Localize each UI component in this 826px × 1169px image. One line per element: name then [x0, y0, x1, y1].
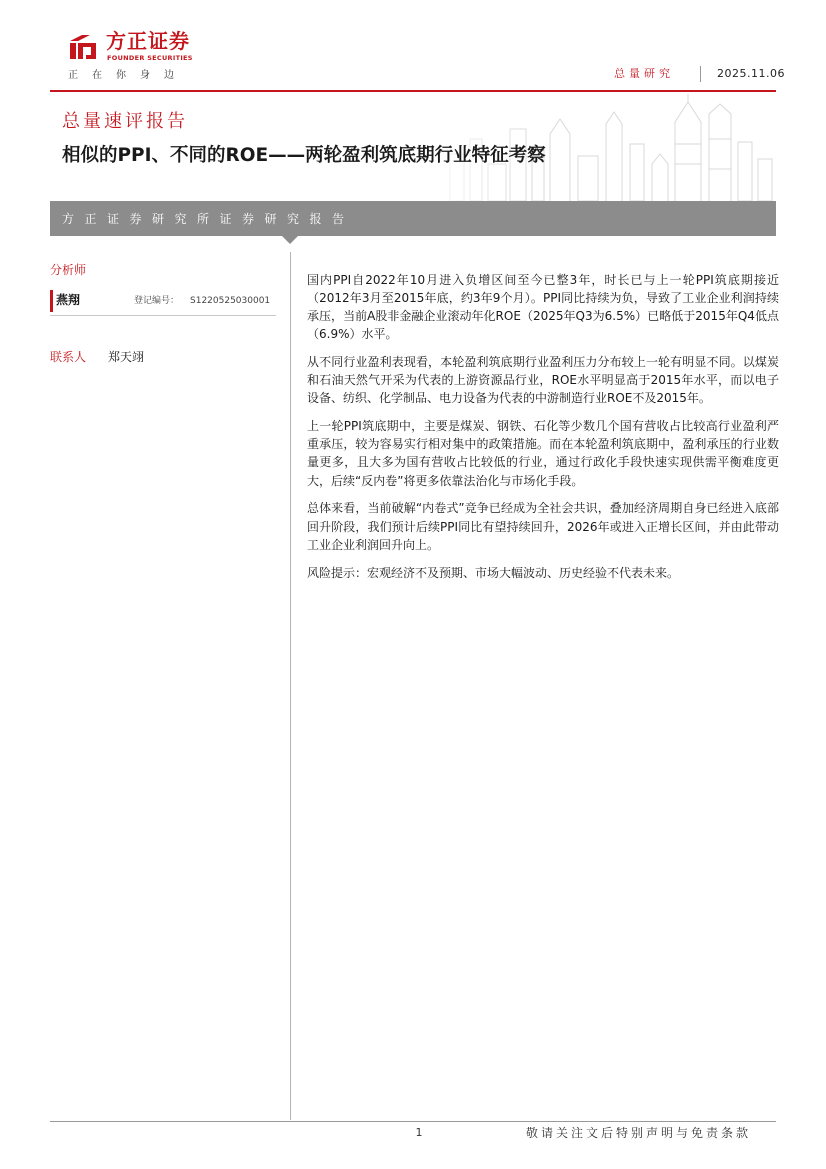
logo-english-name: FOUNDER SECURITIES: [107, 54, 193, 62]
column-divider: [290, 252, 291, 1120]
header-divider: [700, 66, 701, 82]
analyst-name: 燕翔: [56, 293, 81, 307]
analyst-divider: [50, 315, 276, 316]
report-title: 相似的PPI、不同的ROE——两轮盈利筑底期行业特征考察: [62, 145, 546, 166]
analyst-heading: 分析师: [50, 263, 87, 277]
summary-paragraph: 国内PPI自2022年10月进入负增区间至今已整3年，时长已与上一轮PPI筑底期接近（2012年3月至2015年底，约3年9个月）。PPI同比持续为负，导致了工业企业利润持续承压，当前A股非金融企业滚动年化ROE（2025年Q3为6.5%）已略低于2015年Q4低点（6.9%）水平。: [307, 273, 779, 342]
page-number: 1: [415, 1126, 423, 1139]
contact-name: 郑天翊: [108, 350, 145, 364]
report-type-label: 总量速评报告: [62, 111, 188, 132]
banner-notch: [282, 236, 298, 244]
registration-label: 登记编号：: [134, 296, 180, 306]
registration-number: S1220525030001: [190, 296, 271, 306]
report-summary: [307, 271, 779, 591]
report-date: 2025.11.06: [717, 67, 785, 80]
header-rule: [50, 90, 776, 92]
company-slogan: 正在你身边: [68, 70, 188, 81]
report-category: 总量研究: [614, 67, 674, 80]
contact-label: 联系人: [50, 350, 87, 364]
institute-banner-text: 方正证券研究所证券研究报告: [62, 212, 355, 226]
footer-rule: [50, 1121, 776, 1122]
summary-paragraph: 从不同行业盈利表现看，本轮盈利筑底期行业盈利压力分布较上一轮有明显不同。以煤炭和石油天然气开采为代表的上游资源品行业，ROE水平明显高于2015年水平，而以电子设备、纺织、化学制品、电力设备为代表的中游制造行业ROE不及2015年。: [307, 355, 779, 406]
summary-paragraph: 上一轮PPI筑底期中，主要是煤炭、钢铁、石化等少数几个国有营收占比较高行业盈利严重承压，较为容易实行相对集中的政策措施。而在本轮盈利筑底期中，盈利承压的行业数量更多，且大多为国有营收占比较低的行业，通过行政化手段快速实现供需平衡难度更大，后续“反内卷”将更多依靠法治化与市场化手段。: [307, 419, 779, 488]
disclaimer-notice: 敬请关注文后特别声明与免责条款: [526, 1126, 752, 1140]
risk-warning: 风险提示：宏观经济不及预期、市场大幅波动、历史经验不代表未来。: [307, 565, 680, 580]
analyst-accent-bar: [50, 290, 53, 312]
logo-chinese-name: 方正证券: [106, 29, 190, 53]
summary-paragraph: 总体来看，当前破解“内卷式”竞争已经成为全社会共识，叠加经济周期自身已经进入底部回升阶段，我们预计后续PPI同比有望持续回升，2026年或进入正增长区间，并由此带动工业企业利润回升向上。: [307, 501, 779, 552]
founder-logo-icon: [66, 33, 100, 63]
